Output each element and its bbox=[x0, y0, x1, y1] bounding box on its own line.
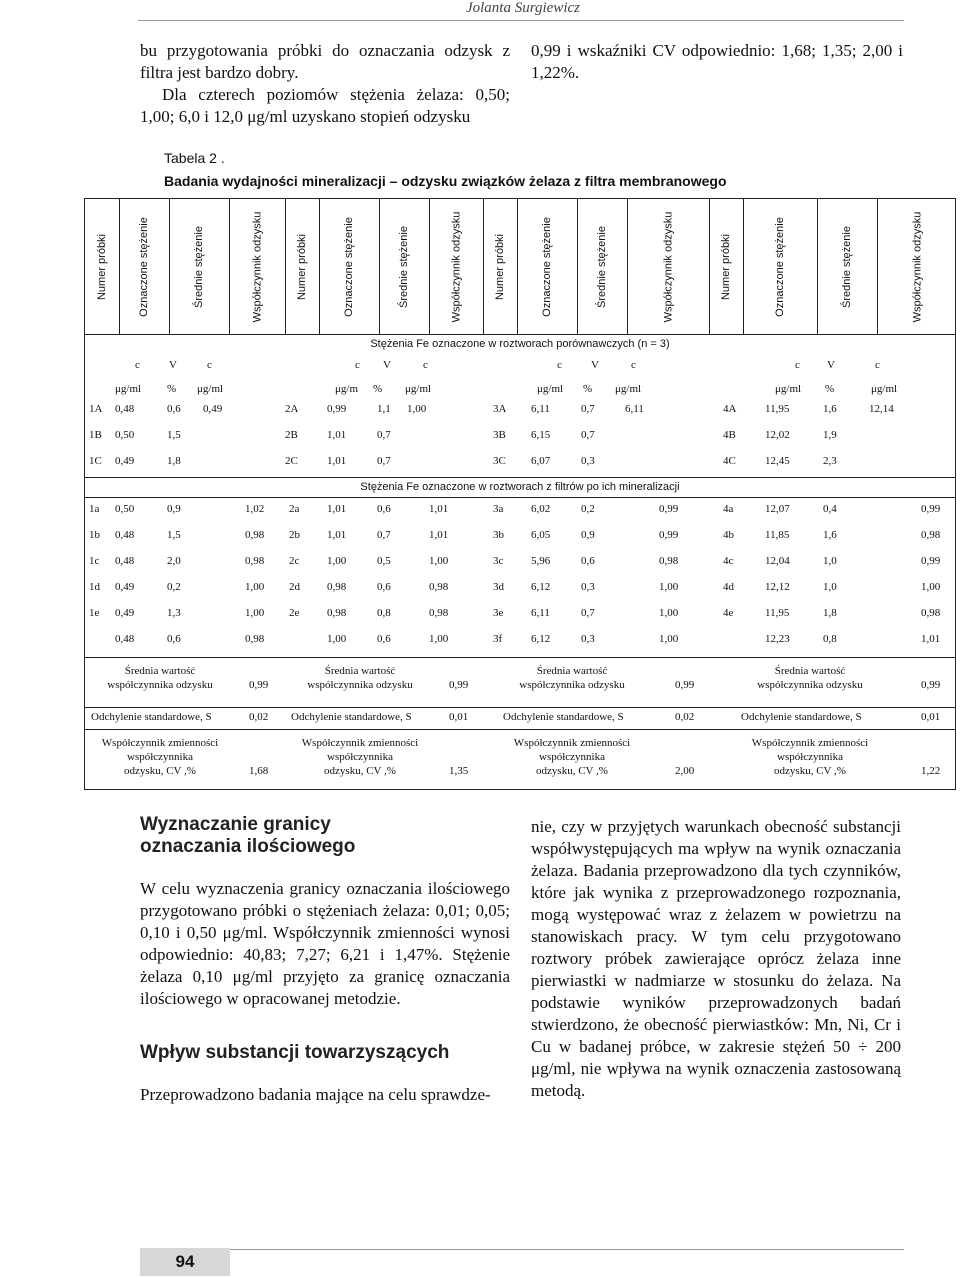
table-cell: 0,99 bbox=[659, 503, 679, 515]
table-cell: 0,98 bbox=[659, 555, 679, 567]
unit-symbol: c bbox=[631, 359, 636, 371]
table-cell: 1,00 bbox=[921, 581, 941, 593]
table-cell: 0,48 bbox=[115, 633, 135, 645]
table-cell: 1b bbox=[89, 529, 100, 541]
section-rule-1 bbox=[85, 477, 955, 478]
column-rule bbox=[517, 199, 518, 334]
table-cell: 11,95 bbox=[765, 607, 790, 619]
column-rule bbox=[743, 199, 744, 334]
column-header-label: Współczynnik odzysku bbox=[450, 211, 462, 322]
table-cell: 1,01 bbox=[921, 633, 941, 645]
table-cell: 1,01 bbox=[327, 455, 347, 467]
summary-sd-label: Odchylenie standardowe, S bbox=[503, 711, 624, 723]
table-cell: 0,48 bbox=[115, 529, 135, 541]
table-cell: 3c bbox=[493, 555, 504, 567]
unit-label: % bbox=[373, 383, 383, 395]
table-cell: 1,02 bbox=[245, 503, 265, 515]
table-cell: 12,45 bbox=[765, 455, 790, 467]
summary-cv-label: odzysku, CV ,% bbox=[536, 765, 608, 777]
table-cell: 6,15 bbox=[531, 429, 551, 441]
summary-sd-value: 0,01 bbox=[921, 711, 941, 723]
table-cell: 1,0 bbox=[823, 581, 837, 593]
section-body-interferences-cont: nie, czy w przyjętych warunkach obecność substancji współwystępujących ma wpływ na wynik oznaczania żelaza. Badania przeprowadzono dla tych czynników, które jak wynika z przeprowadzonego rozpoznania, mogą występować wraz z żelazem w powietrzu na stanowiskach pracy. W tym celu przygotowano roztwory próbek zawierające oprócz żelaza inne pierwiastki w nadmiarze w stosunku do żelaza. Na podstawie wyników przeprowadzonych badań stwierdzono, że obecność pierwiastków: Mn, Ni, Cr i Cu w badanej próbce, w zakresie stężeń 50 ÷ 200 μg/ml, nie wpływa na wynik oznaczenia zastosowaną metodą. bbox=[531, 817, 901, 1100]
table-cell: 1a bbox=[89, 503, 100, 515]
column-header-label: Numer próbki bbox=[296, 233, 308, 300]
table-cell: 0,99 bbox=[921, 503, 941, 515]
column-header bbox=[169, 199, 229, 334]
intro-column-left bbox=[140, 40, 510, 128]
column-header bbox=[517, 199, 577, 334]
summary-sd-label: Odchylenie standardowe, S bbox=[741, 711, 862, 723]
table-cell: 2c bbox=[289, 555, 300, 567]
table-cell: 0,5 bbox=[377, 555, 391, 567]
table-cell: 1,00 bbox=[429, 555, 449, 567]
column-rule bbox=[319, 199, 320, 334]
table-cell: 2,0 bbox=[167, 555, 181, 567]
column-header bbox=[379, 199, 429, 334]
table-caption: Badania wydajności mineralizacji – odzysku związków żelaza z filtra membranowego bbox=[164, 173, 727, 189]
column-header-label: Oznaczone stężenie bbox=[138, 216, 151, 317]
table-cell: 4a bbox=[723, 503, 734, 515]
column-header bbox=[743, 199, 817, 334]
table-cell: 0,7 bbox=[377, 529, 391, 541]
table-cell: 0,98 bbox=[327, 607, 347, 619]
column-rule bbox=[627, 199, 628, 334]
summary-cv-label: Współczynnik zmienności bbox=[751, 737, 869, 749]
table-cell: 1,00 bbox=[659, 633, 679, 645]
column-header-label: Oznaczone stężenie bbox=[343, 216, 356, 317]
column-rule bbox=[577, 199, 578, 334]
table-cell: 0,99 bbox=[921, 555, 941, 567]
table-cell: 4e bbox=[723, 607, 734, 619]
table-cell: 3A bbox=[493, 403, 507, 415]
table-cell: 1e bbox=[89, 607, 100, 619]
column-header-label: Średnie stężenie bbox=[841, 225, 854, 308]
column-rule bbox=[169, 199, 170, 334]
column-header bbox=[709, 199, 743, 334]
table-cell: 1,00 bbox=[245, 607, 265, 619]
table-cell: 1,01 bbox=[327, 503, 347, 515]
column-rule bbox=[379, 199, 380, 334]
table-cell: 4A bbox=[723, 403, 737, 415]
table-cell: 0,49 bbox=[203, 403, 223, 415]
table-cell: 6,12 bbox=[531, 633, 551, 645]
table-cell: 3d bbox=[493, 581, 504, 593]
table-cell: 1,00 bbox=[245, 581, 265, 593]
column-header-label: Oznaczone stężenie bbox=[541, 216, 554, 317]
footer-rule bbox=[230, 1249, 904, 1250]
table-cell: 4d bbox=[723, 581, 734, 593]
table-cell: 1,01 bbox=[327, 529, 347, 541]
section-filter-solutions: Stężenia Fe oznaczone w roztworach z filtrów po ich mineralizacji bbox=[360, 481, 680, 493]
table-cell: 0,50 bbox=[115, 429, 135, 441]
table-cell: 1d bbox=[89, 581, 100, 593]
table-cell: 1,9 bbox=[823, 429, 837, 441]
table-cell: 0,6 bbox=[377, 581, 391, 593]
table-cell: 0,8 bbox=[377, 607, 391, 619]
table-cell: 1,00 bbox=[327, 633, 347, 645]
table-cell: 12,12 bbox=[765, 581, 790, 593]
table-cell: 1,0 bbox=[823, 555, 837, 567]
unit-symbol: c bbox=[423, 359, 428, 371]
table-cell: 0,98 bbox=[245, 555, 265, 567]
unit-label: μg/ml bbox=[871, 383, 898, 395]
table-cell: 0,4 bbox=[823, 503, 837, 515]
column-header bbox=[627, 199, 709, 334]
table-cell: 0,6 bbox=[167, 633, 181, 645]
table-cell: 0,98 bbox=[429, 607, 449, 619]
unit-label: μg/m bbox=[335, 383, 359, 395]
table-cell: 6,11 bbox=[531, 403, 550, 415]
table-cell: 1,01 bbox=[429, 503, 449, 515]
summary-cv-label: współczynnika bbox=[539, 751, 605, 763]
unit-symbol: c bbox=[207, 359, 212, 371]
table-cell: 0,98 bbox=[429, 581, 449, 593]
table-cell: 0,7 bbox=[581, 429, 595, 441]
column-rule bbox=[119, 199, 120, 334]
table-cell: 1,01 bbox=[327, 429, 347, 441]
column-header bbox=[429, 199, 483, 334]
column-header bbox=[877, 199, 957, 334]
summary-cv-label: Współczynnik zmienności bbox=[513, 737, 631, 749]
table-cell: 12,04 bbox=[765, 555, 790, 567]
column-header bbox=[285, 199, 319, 334]
table-cell: 0,7 bbox=[581, 607, 595, 619]
recovery-table bbox=[84, 198, 956, 790]
table-cell: 6,11 bbox=[625, 403, 644, 415]
summary-mean-value: 0,99 bbox=[449, 679, 469, 691]
column-header bbox=[85, 199, 119, 334]
summary-cv-label: odzysku, CV ,% bbox=[124, 765, 196, 777]
unit-symbol: c bbox=[795, 359, 800, 371]
summary-cv-value: 2,00 bbox=[675, 765, 695, 777]
table-cell: 3a bbox=[493, 503, 504, 515]
table-cell: 1,00 bbox=[659, 607, 679, 619]
column-header bbox=[817, 199, 877, 334]
unit-symbol: c bbox=[557, 359, 562, 371]
section-body-lod: W celu wyznaczenia granicy oznaczania ilościowego przygotowano próbki o stężeniach żelaza: 0,01; 0,05; 0,10 i 0,50 μg/ml. Współczynnik zmienności wynosi odpowiednio: 40,83; 7,27; 6,21 i 1,47%. Stężenie żelaza 0,10 μg/ml przyjęto za granicę oznaczania ilościowego w opracowanej metodzie. bbox=[140, 879, 510, 1008]
table-cell: 1c bbox=[89, 555, 100, 567]
unit-label: μg/ml bbox=[197, 383, 224, 395]
section-body-interferences-start: Przeprowadzono badania mające na celu sprawdze- bbox=[140, 1085, 491, 1104]
table-cell: 2B bbox=[285, 429, 298, 441]
table-cell: 1,8 bbox=[167, 455, 181, 467]
table-cell: 1,00 bbox=[327, 555, 347, 567]
table-cell: 1,1 bbox=[377, 403, 391, 415]
table-cell: 0,3 bbox=[581, 633, 595, 645]
table-cell: 3b bbox=[493, 529, 504, 541]
unit-label: μg/ml bbox=[115, 383, 142, 395]
table-cell: 1,6 bbox=[823, 529, 837, 541]
table-cell: 0,6 bbox=[377, 503, 391, 515]
column-header bbox=[577, 199, 627, 334]
column-header bbox=[119, 199, 169, 334]
header-bottom-rule bbox=[85, 334, 955, 335]
table-cell: 1,5 bbox=[167, 529, 181, 541]
unit-label: % bbox=[583, 383, 593, 395]
summary-mean-value: 0,99 bbox=[249, 679, 269, 691]
table-cell: 1B bbox=[89, 429, 102, 441]
unit-symbol: c bbox=[135, 359, 140, 371]
summary-mean-label: Średnia wartość bbox=[774, 665, 846, 677]
table-cell: 12,07 bbox=[765, 503, 790, 515]
table-cell: 1C bbox=[89, 455, 102, 467]
column-header-label: Średnie stężenie bbox=[596, 225, 609, 308]
table-cell: 2A bbox=[285, 403, 299, 415]
table-cell: 11,95 bbox=[765, 403, 790, 415]
section-title-lod: Wyznaczanie granicy oznaczania ilościowego bbox=[140, 814, 356, 857]
summary-cv-label: odzysku, CV ,% bbox=[324, 765, 396, 777]
unit-label: μg/ml bbox=[537, 383, 564, 395]
intro-column-right: 0,99 i wskaźniki CV odpowiednio: 1,68; 1,35; 2,00 i 1,22%. bbox=[531, 41, 903, 82]
summary-cv-value: 1,22 bbox=[921, 765, 941, 777]
table-cell: 0,6 bbox=[167, 403, 181, 415]
summary-cv-value: 1,68 bbox=[249, 765, 269, 777]
table-cell: 6,07 bbox=[531, 455, 551, 467]
table-cell: 0,48 bbox=[115, 555, 135, 567]
section-reference-solutions: Stężenia Fe oznaczone w roztworach porównawczych (n = 3) bbox=[370, 338, 670, 350]
summary-mean-label: Średnia wartość bbox=[124, 665, 196, 677]
column-header bbox=[229, 199, 285, 334]
summary-mean-label: Średnia wartość bbox=[324, 665, 396, 677]
summary-rule-2 bbox=[85, 707, 955, 708]
column-header-label: Współczynnik odzysku bbox=[251, 211, 263, 322]
summary-sd-value: 0,01 bbox=[449, 711, 469, 723]
summary-cv-label: współczynnika bbox=[327, 751, 393, 763]
table-cell: 1,00 bbox=[659, 581, 679, 593]
table-label: Tabela 2 . bbox=[164, 150, 225, 166]
intro-paragraph-2: Dla czterech poziomów stężenia żelaza: 0,50; 1,00; 6,0 i 12,0 μg/ml uzyskano stopień odzysku bbox=[140, 85, 510, 126]
summary-rule-1 bbox=[85, 657, 955, 658]
summary-cv-value: 1,35 bbox=[449, 765, 469, 777]
column-header-label: Współczynnik odzysku bbox=[911, 211, 923, 322]
table-cell: 0,7 bbox=[581, 403, 595, 415]
column-rule bbox=[285, 199, 286, 334]
column-header-label: Oznaczone stężenie bbox=[774, 216, 787, 317]
column-rule bbox=[429, 199, 430, 334]
table-cell: 6,05 bbox=[531, 529, 551, 541]
summary-cv-label: współczynnika bbox=[127, 751, 193, 763]
table-cell: 2a bbox=[289, 503, 300, 515]
table-cell: 0,98 bbox=[921, 607, 941, 619]
section-title-interferences: Wpływ substancji towarzyszących bbox=[140, 1042, 450, 1063]
table-cell: 12,14 bbox=[869, 403, 894, 415]
unit-symbol: V bbox=[169, 359, 177, 371]
table-cell: 1,3 bbox=[167, 607, 181, 619]
table-cell: 4c bbox=[723, 555, 734, 567]
table-cell: 0,99 bbox=[659, 529, 679, 541]
summary-mean-label: współczynnika odzysku bbox=[307, 679, 413, 691]
column-header-label: Numer próbki bbox=[96, 233, 108, 300]
table-cell: 3B bbox=[493, 429, 506, 441]
column-rule bbox=[817, 199, 818, 334]
table-cell: 4C bbox=[723, 455, 736, 467]
section-rule-2 bbox=[85, 497, 955, 498]
column-rule bbox=[877, 199, 878, 334]
table-cell: 3e bbox=[493, 607, 504, 619]
summary-cv-label: Współczynnik zmienności bbox=[301, 737, 419, 749]
column-rule bbox=[483, 199, 484, 334]
table-cell: 0,99 bbox=[327, 403, 347, 415]
summary-sd-value: 0,02 bbox=[249, 711, 269, 723]
table-cell: 0,9 bbox=[167, 503, 181, 515]
table-cell: 0,49 bbox=[115, 581, 135, 593]
table-cell: 11,85 bbox=[765, 529, 790, 541]
summary-mean-label: współczynnika odzysku bbox=[757, 679, 863, 691]
table-cell: 0,49 bbox=[115, 607, 135, 619]
table-cell: 12,23 bbox=[765, 633, 790, 645]
table-cell: 3C bbox=[493, 455, 506, 467]
unit-symbol: V bbox=[591, 359, 599, 371]
table-cell: 0,2 bbox=[581, 503, 595, 515]
intro-paragraph-1: bu przygotowania próbki do oznaczania odzysk z filtra jest bardzo dobry. bbox=[140, 41, 510, 82]
table-cell: 0,98 bbox=[245, 633, 265, 645]
column-header-label: Średnie stężenie bbox=[193, 225, 206, 308]
table-cell: 0,9 bbox=[581, 529, 595, 541]
summary-mean-label: Średnia wartość bbox=[536, 665, 608, 677]
unit-symbol: V bbox=[383, 359, 391, 371]
table-cell: 6,12 bbox=[531, 581, 551, 593]
table-cell: 4B bbox=[723, 429, 736, 441]
running-header-author: Jolanta Surgiewicz bbox=[465, 0, 580, 16]
table-cell: 4b bbox=[723, 529, 734, 541]
summary-sd-label: Odchylenie standardowe, S bbox=[291, 711, 412, 723]
table-cell: 0,6 bbox=[377, 633, 391, 645]
column-header bbox=[483, 199, 517, 334]
table-cell: 1,6 bbox=[823, 403, 837, 415]
summary-mean-value: 0,99 bbox=[675, 679, 695, 691]
table-cell: 0,6 bbox=[581, 555, 595, 567]
table-cell: 0,7 bbox=[377, 429, 391, 441]
table-cell: 2e bbox=[289, 607, 300, 619]
table-cell: 0,98 bbox=[921, 529, 941, 541]
column-header-label: Numer próbki bbox=[494, 233, 506, 300]
summary-sd-label: Odchylenie standardowe, S bbox=[91, 711, 212, 723]
summary-mean-label: współczynnika odzysku bbox=[107, 679, 213, 691]
table-cell: 1,8 bbox=[823, 607, 837, 619]
table-cell: 2b bbox=[289, 529, 300, 541]
summary-cv-label: odzysku, CV ,% bbox=[774, 765, 846, 777]
table-cell: 0,98 bbox=[327, 581, 347, 593]
table-cell: 0,7 bbox=[377, 455, 391, 467]
summary-sd-value: 0,02 bbox=[675, 711, 695, 723]
table-cell: 2d bbox=[289, 581, 300, 593]
table-cell: 2C bbox=[285, 455, 298, 467]
table-cell: 5,96 bbox=[531, 555, 551, 567]
table-cell: 0,48 bbox=[115, 403, 135, 415]
column-header bbox=[319, 199, 379, 334]
table-cell: 6,11 bbox=[531, 607, 550, 619]
column-header-label: Średnie stężenie bbox=[398, 225, 411, 308]
summary-cv-label: Współczynnik zmienności bbox=[101, 737, 219, 749]
summary-cv-label: współczynnika bbox=[777, 751, 843, 763]
table-cell: 1,00 bbox=[407, 403, 427, 415]
unit-symbol: c bbox=[355, 359, 360, 371]
unit-label: % bbox=[825, 383, 835, 395]
table-cell: 0,3 bbox=[581, 455, 595, 467]
page-number: 94 bbox=[140, 1248, 230, 1276]
unit-symbol: c bbox=[875, 359, 880, 371]
table-cell: 1,5 bbox=[167, 429, 181, 441]
summary-rule-3 bbox=[85, 729, 955, 730]
table-cell: 1,01 bbox=[429, 529, 449, 541]
table-cell: 6,02 bbox=[531, 503, 551, 515]
table-cell: 0,8 bbox=[823, 633, 837, 645]
table-cell: 0,49 bbox=[115, 455, 135, 467]
column-header-label: Numer próbki bbox=[720, 233, 732, 300]
unit-label: μg/ml bbox=[615, 383, 642, 395]
table-cell: 0,3 bbox=[581, 581, 595, 593]
unit-label: μg/ml bbox=[405, 383, 432, 395]
unit-label: % bbox=[167, 383, 177, 395]
summary-mean-label: współczynnika odzysku bbox=[519, 679, 625, 691]
table-cell: 0,98 bbox=[245, 529, 265, 541]
table-cell: 1,00 bbox=[429, 633, 449, 645]
table-cell: 12,02 bbox=[765, 429, 790, 441]
summary-mean-value: 0,99 bbox=[921, 679, 941, 691]
table-cell: 2,3 bbox=[823, 455, 837, 467]
unit-symbol: V bbox=[827, 359, 835, 371]
table-cell: 1A bbox=[89, 403, 103, 415]
column-rule bbox=[709, 199, 710, 334]
column-header-label: Współczynnik odzysku bbox=[662, 211, 674, 322]
unit-label: μg/ml bbox=[775, 383, 802, 395]
table-cell: 0,50 bbox=[115, 503, 135, 515]
table-cell: 3f bbox=[493, 633, 503, 645]
table-cell: 0,2 bbox=[167, 581, 181, 593]
column-rule bbox=[229, 199, 230, 334]
header-rule bbox=[138, 20, 904, 21]
